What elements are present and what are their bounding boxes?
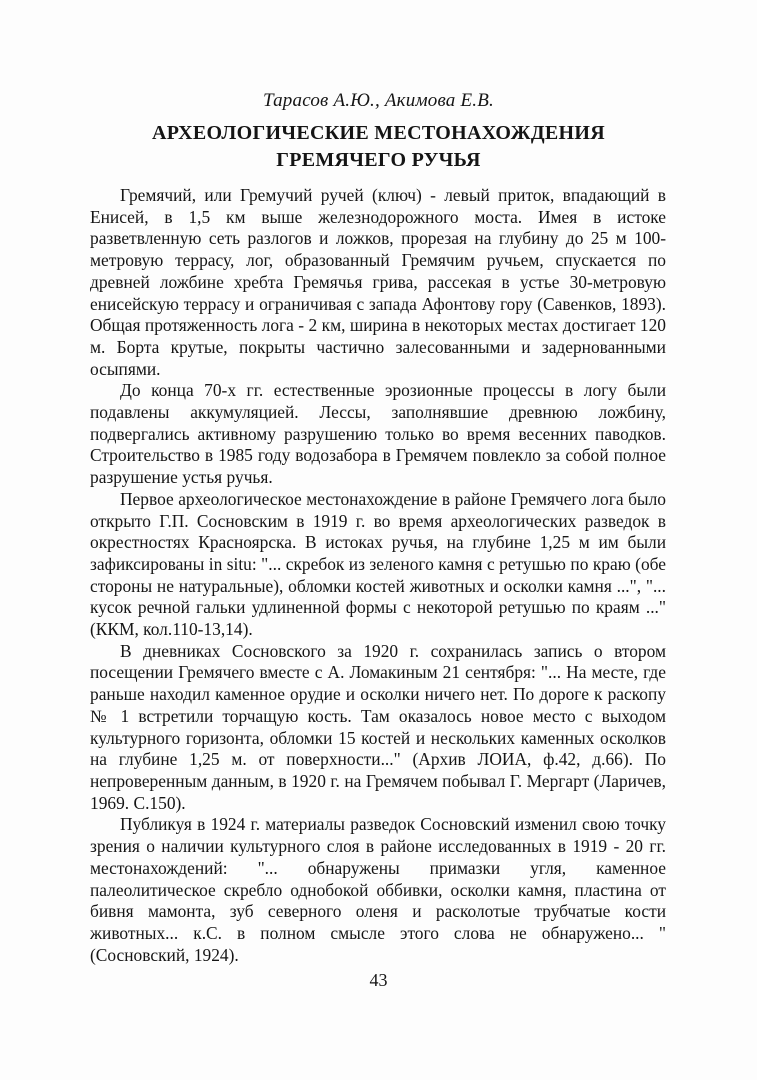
paragraph-4: В дневниках Сосновского за 1920 г. сохранилась запись о втором посещении Гремячего вместе с А. Ломакиным 21 сентября: "... На месте, где раньше находил каменное орудие и осколки ничего нет. По дороге к раскопу № 1 встретили торчащую кость. Там оказалось новое место с выходом культурного горизонта, обломки 15 костей и нескольких каменных осколков на глубине 1,25 м. от поверхности..." (Архив ЛОИА, ф.42, д.66). По непроверенным данным, в 1920 г. на Гремячем побывал Г. Мергарт (Ларичев, 1969. С.150). bbox=[90, 640, 666, 813]
article-title bbox=[80, 120, 677, 174]
title-line-2: ГРЕМЯЧЕГО РУЧЬЯ bbox=[276, 149, 481, 171]
authors: Тарасов А.Ю., Акимова Е.В. bbox=[263, 90, 494, 111]
title-line-1: АРХЕОЛОГИЧЕСКИЕ МЕСТОНАХОЖДЕНИЯ bbox=[151, 122, 606, 144]
paragraph-3: Первое археологическое местонахождение в районе Гремячего лога было открыто Г.П. Сосновским в 1919 г. во время археологических разведок в окрестностях Красноярска. В истоках ручья, на глубине 1,25 м им были зафиксированы in situ: "... скребок из зеленого камня с ретушью по краю (обе стороны не натуральные), обломки костей животных и осколки камня ...", "... кусок речной гальки удлиненной формы с некоторой ретушью по краям ..." (ККМ, кол.110-13,14). bbox=[90, 488, 666, 640]
paragraph-1: Гремячий, или Гремучий ручей (ключ) - левый приток, впадающий в Енисей, в 1,5 км выше железнодорожного моста. Имея в истоке разветвленную сеть разлогов и ложков, прорезая на глубину до 25 м 100-метровую террасу, лог, образованный Гремячим ручьем, спускается по древней ложбине хребта Гремячья грива, рассекая в устье 30-метровую енисейскую террасу и ограничивая с запада Афонтову гору (Савенков, 1893). Общая протяженность лога - 2 км, ширина в некоторых местах достигает 120 м. Борта крутые, покрыты частично залесованными и задернованными осыпями. bbox=[90, 185, 666, 379]
paragraph-5: Публикуя в 1924 г. материалы разведок Сосновский изменил свою точку зрения о наличии культурного слоя в районе исследованных в 1919 - 20 гг. местонахождений: "... обнаружены примазки угля, каменное палеолитическое скребло однобокой оббивки, осколки камня, пластина от бивня мамонта, зуб северного оленя и расколотые трубчатые кости животных... к.С. в полном смысле этого слова не обнаружено... " (Сосновский, 1924). bbox=[90, 814, 666, 965]
article-body bbox=[90, 185, 666, 966]
page-number: 43 bbox=[369, 970, 388, 990]
paragraph-2: До конца 70-х гг. естественные эрозионные процессы в логу были подавлены аккумуляцией. Лессы, заполнявшие древнюю ложбину, подвергались активному разрушению только во время весенних паводков. Строительство в 1985 году водозабора в Гремячем повлекло за собой полное разрушение устья ручья. bbox=[90, 380, 666, 488]
